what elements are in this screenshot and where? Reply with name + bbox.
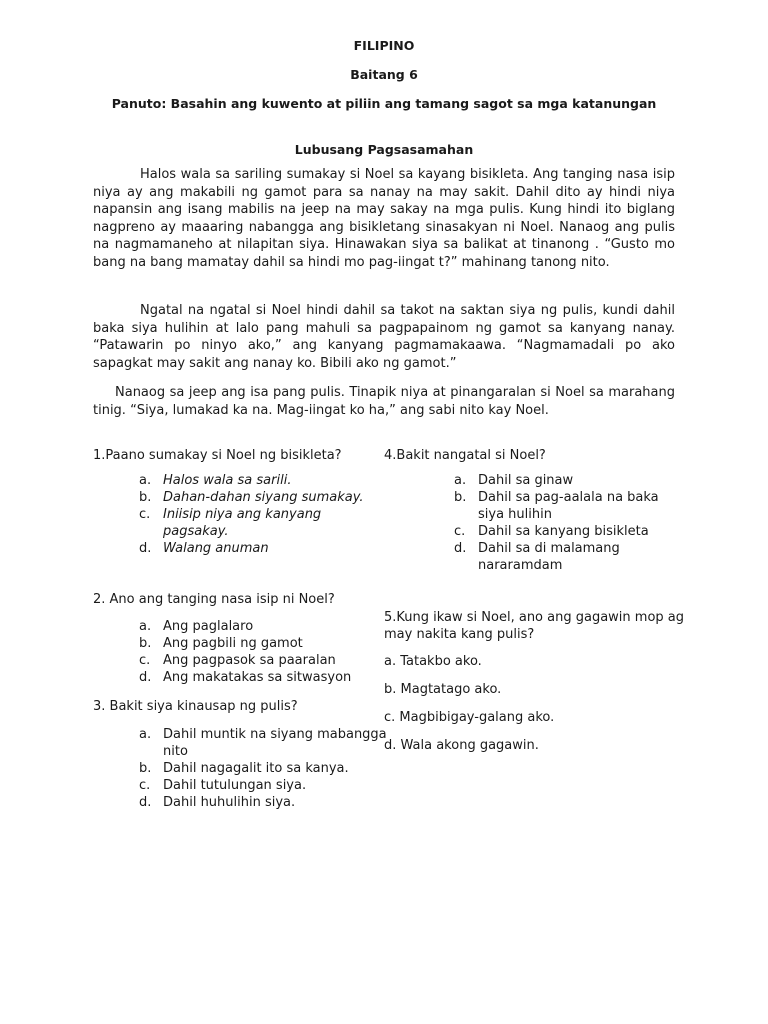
- question-3-options: [139, 726, 389, 811]
- option: c. Dahil sa kanyang bisikleta: [454, 524, 649, 539]
- option: c. Ang pagpasok sa paaralan: [139, 653, 336, 668]
- story-paragraph: Nanaog sa jeep ang isa pang pulis. Tinapik niya at pinangaralan si Noel sa marahang tinig. “Siya, lumakad ka na. Mag-iingat ko ha,” ang sabi nito kay Noel.: [93, 385, 675, 418]
- question-5-option-b: b. Magtatago ako.: [384, 682, 502, 697]
- option: a. Ang paglalaro: [139, 619, 254, 634]
- option: a. Dahil muntik na siyang mabangga nito: [139, 727, 387, 759]
- story-title: Lubusang Pagsasamahan: [294, 142, 474, 157]
- option: c. Iniisip niya ang kanyang pagsakay.: [139, 507, 322, 539]
- question-4-options: [454, 472, 684, 574]
- question-4: 4.Bakit nangatal si Noel?: [384, 448, 546, 463]
- question-5-option-d: d. Wala akong gagawin.: [384, 738, 539, 753]
- question-1: 1.Paano sumakay si Noel ng bisikleta?: [93, 448, 342, 463]
- question-3: 3. Bakit siya kinausap ng pulis?: [93, 699, 298, 714]
- option: b. Dahil nagagalit ito sa kanya.: [139, 761, 349, 776]
- question-2-options: [139, 618, 389, 686]
- grade-heading: Baitang 6: [350, 67, 418, 82]
- story-paragraph: Halos wala sa sariling sumakay si Noel sa kayang bisikleta. Ang tanging nasa isip niya ay ang makabili ng gamot para sa nanay na may sakit. Dahil dito ay hindi niya napansin ang isang mabilis na jeep na may sakay na mga pulis. Kung hindi ito biglang nagpreno ay maaaring nabangga ang bisikletang sinasakyan ni Noel. Nanaog ang pulis na nagmamaneho at nilapitan siya. Hinawakan siya sa balikat at tinanong . “Gusto mo bang na bang mamatay dahil sa hindi mo pag-iingat t?” mahinang tanong nito.: [93, 167, 675, 270]
- question-5: 5.Kung ikaw si Noel, ano ang gagawin mop ag may nakita kang pulis?: [384, 610, 685, 642]
- question-5-option-a: a. Tatakbo ako.: [384, 654, 482, 669]
- option: d. Ang makatakas sa sitwasyon: [139, 670, 352, 685]
- option: a. Dahil sa ginaw: [454, 473, 574, 488]
- option: b. Dahan-dahan siyang sumakay.: [139, 490, 364, 505]
- subject-heading: FILIPINO: [353, 38, 415, 53]
- option: d. Dahil huhulihin siya.: [139, 795, 296, 810]
- option: b. Dahil sa pag-aalala na baka siya hulihin: [454, 490, 659, 522]
- question-5-option-c: c. Magbibigay-galang ako.: [384, 710, 555, 725]
- option: a. Halos wala sa sarili.: [139, 473, 292, 488]
- question-2: 2. Ano ang tanging nasa isip ni Noel?: [93, 592, 335, 607]
- option: d. Walang anuman: [139, 541, 269, 556]
- question-1-options: [139, 472, 389, 557]
- instructions: Panuto: Basahin ang kuwento at piliin ang tamang sagot sa mga katanungan: [111, 96, 657, 111]
- option: b. Ang pagbili ng gamot: [139, 636, 303, 651]
- option: d. Dahil sa di malamang nararamdam: [454, 541, 620, 573]
- option: c. Dahil tutulungan siya.: [139, 778, 307, 793]
- story-paragraph: Ngatal na ngatal si Noel hindi dahil sa takot na saktan siya ng pulis, kundi dahil baka siya hulihin at lalo pang mahuli sa pagpapainom ng gamot sa kanyang nanay. “Patawarin po ninyo ako,” ang kanyang pagmamakaawa. “Nagmamadali po ako sapagkat may sakit ang nanay ko. Bibili ako ng gamot.”: [93, 303, 675, 371]
